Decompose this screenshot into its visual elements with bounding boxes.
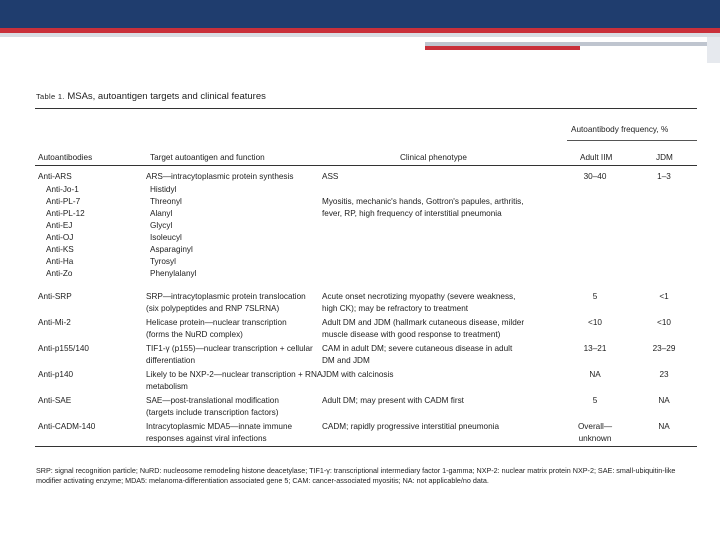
col-header-jdm: JDM bbox=[656, 153, 673, 162]
header-shadow-stripe bbox=[0, 33, 720, 37]
jdm-cell: <1 bbox=[659, 292, 669, 301]
col-header-autoantibodies: Autoantibodies bbox=[38, 153, 93, 162]
target-cell: Isoleucyl bbox=[150, 233, 182, 242]
antibody-cell: Anti-EJ bbox=[46, 221, 73, 230]
antibody-cell: Anti-p140 bbox=[38, 370, 74, 379]
phenotype-cell: Acute onset necrotizing myopathy (severe weakness, bbox=[322, 292, 516, 301]
phenotype-cell: Myositis, mechanic's hands, Gottron's papules, arthritis, bbox=[322, 197, 524, 206]
target-cell: (targets include transcription factors) bbox=[146, 408, 279, 417]
target-cell: TIF1-γ (p155)—nuclear transcription + cellular bbox=[146, 344, 313, 353]
table-caption bbox=[36, 91, 266, 102]
decor-stripe-red bbox=[425, 46, 580, 50]
group-header-rule bbox=[567, 140, 697, 141]
antibody-cell: Anti-SAE bbox=[38, 396, 72, 405]
target-cell: SRP—intracytoplasmic protein translocation bbox=[146, 292, 306, 301]
header-bar bbox=[0, 0, 720, 28]
page-fold-corner bbox=[707, 37, 720, 63]
phenotype-cell: CADM; rapidly progressive interstitial pneumonia bbox=[322, 422, 500, 431]
adult-iim-cell: NA bbox=[589, 370, 601, 379]
header-bottom-rule bbox=[35, 165, 697, 166]
col-header-adult-iim: Adult IIM bbox=[580, 153, 613, 162]
antibody-cell: Anti-PL-12 bbox=[46, 209, 85, 218]
phenotype-cell: muscle disease with good response to treatment) bbox=[322, 330, 501, 339]
adult-iim-cell: 5 bbox=[592, 292, 598, 301]
antibody-cell: Anti-CADM-140 bbox=[38, 422, 96, 431]
target-cell: (forms the NuRD complex) bbox=[146, 330, 243, 339]
phenotype-cell: DM and JDM bbox=[322, 356, 370, 365]
phenotype-cell: Adult DM and JDM (hallmark cutaneous disease, milder bbox=[322, 318, 525, 327]
target-cell: differentiation bbox=[146, 356, 196, 365]
antibody-cell: Anti-OJ bbox=[46, 233, 74, 242]
phenotype-cell: JDM with calcinosis bbox=[322, 370, 394, 379]
phenotype-cell: ASS bbox=[322, 172, 339, 181]
target-cell: Histidyl bbox=[150, 185, 177, 194]
phenotype-cell: high CK); may be refractory to treatment bbox=[322, 304, 469, 313]
antibody-cell: Anti-PL-7 bbox=[46, 197, 81, 206]
phenotype-cell: Adult DM; may present with CADM first bbox=[322, 396, 464, 405]
target-cell: Tyrosyl bbox=[150, 257, 176, 266]
antibody-cell: Anti-KS bbox=[46, 245, 74, 254]
antibody-cell: Anti-Zo bbox=[46, 269, 73, 278]
target-cell: metabolism bbox=[146, 382, 188, 391]
col-header-target: Target autoantigen and function bbox=[150, 153, 265, 162]
table-top-rule bbox=[35, 108, 697, 109]
col-header-phenotype: Clinical phenotype bbox=[400, 153, 467, 162]
target-cell: Glycyl bbox=[150, 221, 173, 230]
adult-iim-cell: 13–21 bbox=[583, 344, 607, 353]
jdm-cell: 23 bbox=[659, 370, 669, 379]
target-cell: Asparaginyl bbox=[150, 245, 193, 254]
antibody-cell: Anti-Mi-2 bbox=[38, 318, 71, 327]
jdm-cell: <10 bbox=[657, 318, 671, 327]
antibody-cell: Anti-SRP bbox=[38, 292, 72, 301]
table-caption-lead: Table 1. bbox=[36, 92, 65, 101]
antibody-cell: Anti-p155/140 bbox=[38, 344, 89, 353]
target-cell: Likely to be NXP-2—nuclear transcription + RNA bbox=[146, 370, 323, 379]
phenotype-cell: fever, RP, high frequency of interstitial pneumonia bbox=[322, 209, 502, 218]
target-cell: SAE—post-translational modification bbox=[146, 396, 279, 405]
phenotype-cell: CAM in adult DM; severe cutaneous disease in adult bbox=[322, 344, 513, 353]
target-cell: Intracytoplasmic MDA5—innate immune bbox=[146, 422, 293, 431]
target-cell: (six polypeptides and RNP 7SLRNA) bbox=[146, 304, 280, 313]
adult-iim-cell: 5 bbox=[592, 396, 598, 405]
antibody-cell: Anti-ARS bbox=[38, 172, 72, 181]
target-cell: Phenylalanyl bbox=[150, 269, 197, 278]
antibody-cell: Anti-Jo-1 bbox=[46, 185, 79, 194]
frequency-group-header: Autoantibody frequency, % bbox=[571, 125, 669, 134]
target-cell: Threonyl bbox=[150, 197, 182, 206]
antibody-cell: Anti-Ha bbox=[46, 257, 74, 266]
adult-iim-cell: unknown bbox=[578, 434, 612, 443]
table-footnote: SRP: signal recognition particle; NuRD: nucleosome remodeling histone deacetylase; TIF1-γ: transcriptional intermediary factor 1-gamma; NXP-2: nuclear matrix protein NXP-2; SAE: small-ubiquitin-like modifier activating enzyme; MDA5: melanoma-differentiation associated gene 5; CAM: cancer-associated myositis; NA: not applicable/no data. bbox=[36, 466, 676, 485]
target-cell: Alanyl bbox=[150, 209, 173, 218]
target-cell: responses against viral infections bbox=[146, 434, 267, 443]
table-bottom-rule bbox=[35, 446, 697, 447]
target-cell: ARS—intracytoplasmic protein synthesis bbox=[146, 172, 294, 181]
adult-iim-cell: Overall— bbox=[577, 422, 613, 431]
jdm-cell: 1–3 bbox=[657, 172, 671, 181]
jdm-cell: NA bbox=[658, 422, 670, 431]
adult-iim-cell: <10 bbox=[588, 318, 602, 327]
adult-iim-cell: 30–40 bbox=[583, 172, 607, 181]
jdm-cell: NA bbox=[658, 396, 670, 405]
target-cell: Helicase protein—nuclear transcription bbox=[146, 318, 287, 327]
jdm-cell: 23–29 bbox=[652, 344, 676, 353]
table-caption-text: MSAs, autoantigen targets and clinical features bbox=[67, 91, 266, 102]
